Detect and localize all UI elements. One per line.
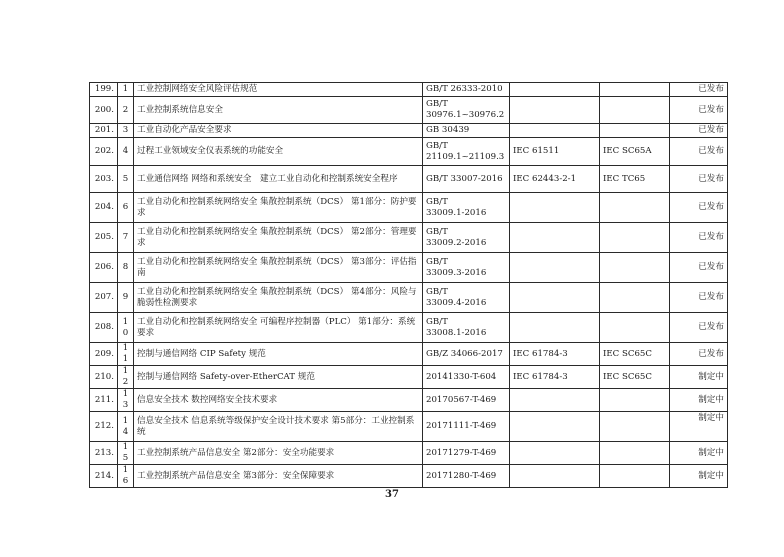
table-body xyxy=(90,83,728,488)
iec-reference xyxy=(510,389,600,412)
iec-reference: IEC 62443-2-1 xyxy=(510,166,600,193)
standard-name: 信息安全技术 信息系统等级保护安全设计技术要求 第5部分：工业控制系统 xyxy=(134,412,423,442)
row-seq: 4 xyxy=(118,138,134,166)
table-row xyxy=(90,412,728,442)
standard-code: GB/T 33009.4-2016 xyxy=(423,283,510,313)
standard-name: 工业控制网络安全风险评估规范 xyxy=(134,83,423,97)
row-number: 214. xyxy=(90,465,118,488)
table-row xyxy=(90,166,728,193)
standard-name: 工业自动化和控制系统网络安全 可编程序控制器（PLC） 第1部分：系统要求 xyxy=(134,313,423,343)
status-cell: 制定中 xyxy=(670,366,728,389)
iec-reference xyxy=(510,124,600,138)
standard-code: 20171279-T-469 xyxy=(423,442,510,465)
row-seq: 16 xyxy=(118,465,134,488)
status-cell: 制定中 xyxy=(670,389,728,412)
status-cell: 制定中 xyxy=(670,442,728,465)
iec-committee xyxy=(600,97,670,124)
row-number: 211. xyxy=(90,389,118,412)
status-cell: 已发布 xyxy=(670,343,728,366)
iec-reference xyxy=(510,83,600,97)
standard-name: 工业控制系统产品信息安全 第3部分：安全保障要求 xyxy=(134,465,423,488)
iec-committee xyxy=(600,313,670,343)
iec-reference xyxy=(510,253,600,283)
status-cell: 已发布 xyxy=(670,124,728,138)
standard-name: 工业自动化和控制系统网络安全 集散控制系统（DCS） 第4部分：风险与脆弱性检测要求 xyxy=(134,283,423,313)
table-row xyxy=(90,366,728,389)
iec-committee xyxy=(600,223,670,253)
iec-reference: IEC 61511 xyxy=(510,138,600,166)
standard-code: GB/T 21109.1~21109.3 xyxy=(423,138,510,166)
table-row xyxy=(90,253,728,283)
row-seq: 2 xyxy=(118,97,134,124)
row-seq: 7 xyxy=(118,223,134,253)
row-number: 205. xyxy=(90,223,118,253)
standard-name: 工业自动化和控制系统网络安全 集散控制系统（DCS） 第2部分：管理要求 xyxy=(134,223,423,253)
table-row xyxy=(90,138,728,166)
standards-table xyxy=(89,82,728,488)
row-seq: 9 xyxy=(118,283,134,313)
status-cell: 已发布 xyxy=(670,193,728,223)
page-number: 37 xyxy=(385,489,399,500)
iec-reference xyxy=(510,313,600,343)
status-cell: 已发布 xyxy=(670,138,728,166)
standard-code: GB/T 33008.1-2016 xyxy=(423,313,510,343)
iec-committee xyxy=(600,389,670,412)
row-seq: 1 xyxy=(118,83,134,97)
row-number: 200. xyxy=(90,97,118,124)
row-number: 207. xyxy=(90,283,118,313)
status-cell: 已发布 xyxy=(670,283,728,313)
standard-name: 过程工业领域安全仪表系统的功能安全 xyxy=(134,138,423,166)
standard-code: GB/Z 34066-2017 xyxy=(423,343,510,366)
iec-reference xyxy=(510,223,600,253)
row-number: 201. xyxy=(90,124,118,138)
iec-reference xyxy=(510,465,600,488)
standard-code: GB/T 26333-2010 xyxy=(423,83,510,97)
status-cell: 制定中 xyxy=(670,412,728,442)
iec-committee: IEC SC65A xyxy=(600,138,670,166)
standard-code: GB/T 33009.1-2016 xyxy=(423,193,510,223)
row-number: 212. xyxy=(90,412,118,442)
table-row xyxy=(90,389,728,412)
table-row xyxy=(90,343,728,366)
status-cell: 已发布 xyxy=(670,166,728,193)
row-seq: 13 xyxy=(118,389,134,412)
row-number: 199. xyxy=(90,83,118,97)
standard-name: 工业自动化产品安全要求 xyxy=(134,124,423,138)
standard-code: 20170567-T-469 xyxy=(423,389,510,412)
iec-reference xyxy=(510,97,600,124)
table-row xyxy=(90,97,728,124)
status-cell: 已发布 xyxy=(670,97,728,124)
row-seq: 3 xyxy=(118,124,134,138)
status-cell: 制定中 xyxy=(670,465,728,488)
iec-reference: IEC 61784-3 xyxy=(510,366,600,389)
standard-code: GB 30439 xyxy=(423,124,510,138)
standard-name: 控制与通信网络 CIP Safety 规范 xyxy=(134,343,423,366)
iec-committee xyxy=(600,253,670,283)
row-number: 208. xyxy=(90,313,118,343)
iec-reference xyxy=(510,193,600,223)
standard-name: 工业自动化和控制系统网络安全 集散控制系统（DCS） 第3部分：评估指南 xyxy=(134,253,423,283)
table-row xyxy=(90,193,728,223)
iec-committee xyxy=(600,465,670,488)
status-cell: 已发布 xyxy=(670,223,728,253)
row-seq: 14 xyxy=(118,412,134,442)
row-number: 206. xyxy=(90,253,118,283)
row-seq: 6 xyxy=(118,193,134,223)
table-row xyxy=(90,223,728,253)
row-seq: 11 xyxy=(118,343,134,366)
iec-committee: IEC SC65C xyxy=(600,366,670,389)
standard-name: 工业控制系统产品信息安全 第2部分：安全功能要求 xyxy=(134,442,423,465)
standard-code: GB/T 30976.1~30976.2 xyxy=(423,97,510,124)
status-cell: 已发布 xyxy=(670,253,728,283)
table-row xyxy=(90,442,728,465)
row-number: 204. xyxy=(90,193,118,223)
standard-code: 20171111-T-469 xyxy=(423,412,510,442)
iec-committee xyxy=(600,193,670,223)
iec-reference xyxy=(510,442,600,465)
iec-committee xyxy=(600,83,670,97)
row-seq: 15 xyxy=(118,442,134,465)
status-cell: 已发布 xyxy=(670,83,728,97)
standard-name: 控制与通信网络 Safety-over-EtherCAT 规范 xyxy=(134,366,423,389)
iec-committee xyxy=(600,124,670,138)
iec-committee: IEC SC65C xyxy=(600,343,670,366)
table-row xyxy=(90,83,728,97)
table-row xyxy=(90,124,728,138)
standard-name: 信息安全技术 数控网络安全技术要求 xyxy=(134,389,423,412)
iec-committee: IEC TC65 xyxy=(600,166,670,193)
standard-code: 20141330-T-604 xyxy=(423,366,510,389)
row-number: 210. xyxy=(90,366,118,389)
row-number: 209. xyxy=(90,343,118,366)
table-row xyxy=(90,313,728,343)
row-seq: 5 xyxy=(118,166,134,193)
standard-code: 20171280-T-469 xyxy=(423,465,510,488)
row-number: 213. xyxy=(90,442,118,465)
row-seq: 10 xyxy=(118,313,134,343)
standard-code: GB/T 33009.3-2016 xyxy=(423,253,510,283)
row-number: 203. xyxy=(90,166,118,193)
iec-committee xyxy=(600,283,670,313)
standard-code: GB/T 33009.2-2016 xyxy=(423,223,510,253)
status-cell: 已发布 xyxy=(670,313,728,343)
standard-name: 工业通信网络 网络和系统安全 建立工业自动化和控制系统安全程序 xyxy=(134,166,423,193)
iec-committee xyxy=(600,412,670,442)
row-number: 202. xyxy=(90,138,118,166)
iec-committee xyxy=(600,442,670,465)
table-row xyxy=(90,465,728,488)
iec-reference xyxy=(510,283,600,313)
iec-reference: IEC 61784-3 xyxy=(510,343,600,366)
standard-name: 工业自动化和控制系统网络安全 集散控制系统（DCS） 第1部分：防护要求 xyxy=(134,193,423,223)
table-row xyxy=(90,283,728,313)
row-seq: 12 xyxy=(118,366,134,389)
standard-code: GB/T 33007-2016 xyxy=(423,166,510,193)
row-seq: 8 xyxy=(118,253,134,283)
standard-name: 工业控制系统信息安全 xyxy=(134,97,423,124)
iec-reference xyxy=(510,412,600,442)
